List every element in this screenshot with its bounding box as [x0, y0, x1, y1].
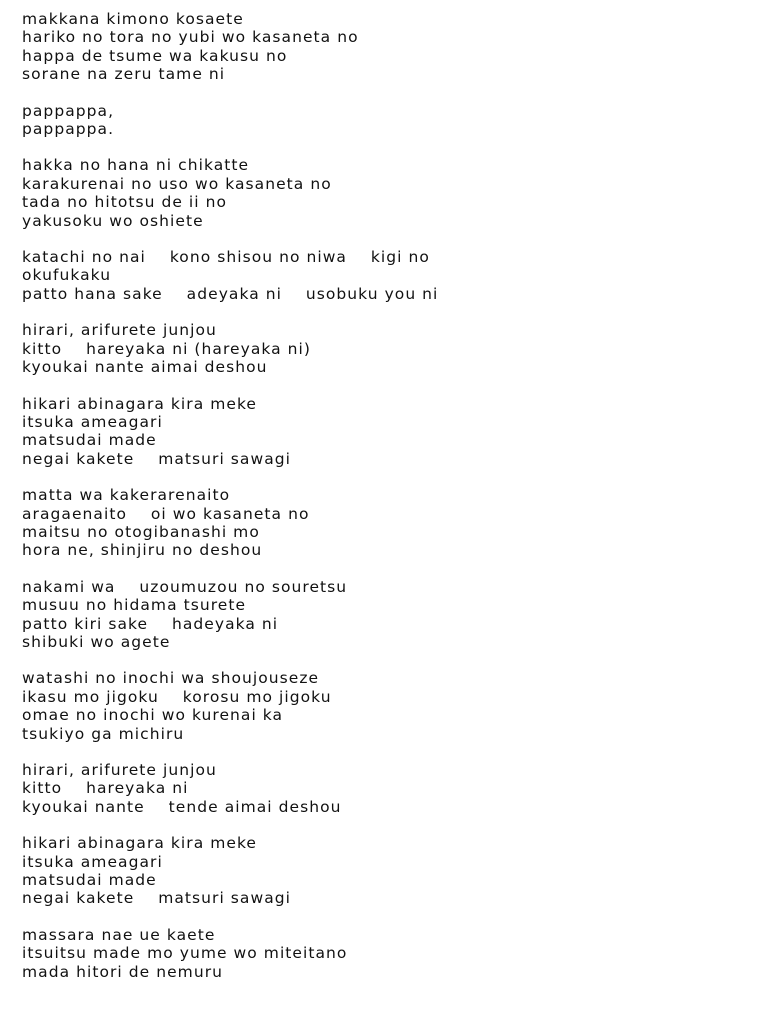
- lyric-line: tada no hitotsu de ii no: [22, 193, 228, 212]
- lyric-line: sorane na zeru tame ni: [22, 65, 226, 84]
- lyric-line: patto hana sake adeyaka ni usobuku you ni: [22, 284, 439, 303]
- lyric-line: itsuka ameagari: [22, 852, 163, 871]
- lyric-line: omae no inochi wo kurenai ka: [22, 706, 284, 725]
- lyric-line: maitsu no otogibanashi mo: [22, 522, 260, 541]
- lyric-line: nakami wa uzoumuzou no souretsu: [22, 577, 348, 596]
- lyric-line: pappappa.: [22, 120, 115, 139]
- lyric-line: watashi no inochi wa shoujouseze: [22, 669, 320, 688]
- lyric-line: negai kakete matsuri sawagi: [22, 889, 291, 908]
- lyric-line: ikasu mo jigoku korosu mo jigoku: [22, 687, 332, 706]
- lyric-line: yakusoku wo oshiete: [22, 211, 204, 230]
- lyric-line: okufukaku: [22, 266, 112, 285]
- lyric-line: pappappa,: [22, 101, 115, 120]
- lyric-line: katachi no nai kono shisou no niwa kigi no: [22, 248, 430, 267]
- lyric-line: hikari abinagara kira meke: [22, 834, 258, 853]
- lyric-line: hora ne, shinjiru no deshou: [22, 541, 263, 560]
- stanza-2: [22, 102, 752, 139]
- lyrics-document: [22, 10, 752, 999]
- lyric-line: hariko no tora no yubi wo kasaneta no: [22, 28, 359, 47]
- lyric-line: matsudai made: [22, 871, 157, 890]
- lyric-line: aragaenaito oi wo kasaneta no: [22, 504, 310, 523]
- stanza-8: [22, 578, 752, 652]
- lyric-line: negai kakete matsuri sawagi: [22, 449, 291, 468]
- cutoff-ornament-icon: [392, 1017, 432, 1024]
- stanza-11: [22, 834, 752, 908]
- lyric-line: matsudai made: [22, 431, 157, 450]
- lyric-line: hakka no hana ni chikatte: [22, 156, 250, 175]
- stanza-3: [22, 156, 752, 230]
- lyric-line: kyoukai nante aimai deshou: [22, 358, 268, 377]
- stanza-6: [22, 395, 752, 469]
- lyric-line: mada hitori de nemuru: [22, 962, 223, 981]
- stanza-4: [22, 248, 752, 303]
- stanza-9: [22, 669, 752, 743]
- lyric-line: hikari abinagara kira meke: [22, 394, 258, 413]
- lyric-line: massara nae ue kaete: [22, 925, 216, 944]
- stanza-12: [22, 926, 752, 981]
- lyric-line: itsuitsu made mo yume wo miteitano: [22, 944, 348, 963]
- lyric-line: musuu no hidama tsurete: [22, 596, 247, 615]
- lyric-line: kitto hareyaka ni (hareyaka ni): [22, 339, 311, 358]
- lyric-line: karakurenai no uso wo kasaneta no: [22, 174, 332, 193]
- lyric-line: patto kiri sake hadeyaka ni: [22, 614, 279, 633]
- stanza-7: [22, 486, 752, 560]
- lyric-line: shibuki wo agete: [22, 632, 171, 651]
- lyric-line: itsuka ameagari: [22, 412, 163, 431]
- lyric-line: hirari, arifurete junjou: [22, 761, 217, 779]
- stanza-1: [22, 10, 752, 84]
- lyric-line: tsukiyo ga michiru: [22, 724, 185, 743]
- lyric-line: hirari, arifurete junjou: [22, 321, 217, 340]
- lyric-line: kitto hareyaka ni: [22, 779, 189, 798]
- lyric-line: makkana kimono kosaete: [22, 10, 244, 28]
- lyric-line: matta wa kakerarenaito: [22, 486, 231, 505]
- lyric-line: kyoukai nante tende aimai deshou: [22, 797, 342, 816]
- lyric-line: happa de tsume wa kakusu no: [22, 46, 288, 65]
- stanza-10: [22, 761, 752, 816]
- stanza-5: [22, 321, 752, 376]
